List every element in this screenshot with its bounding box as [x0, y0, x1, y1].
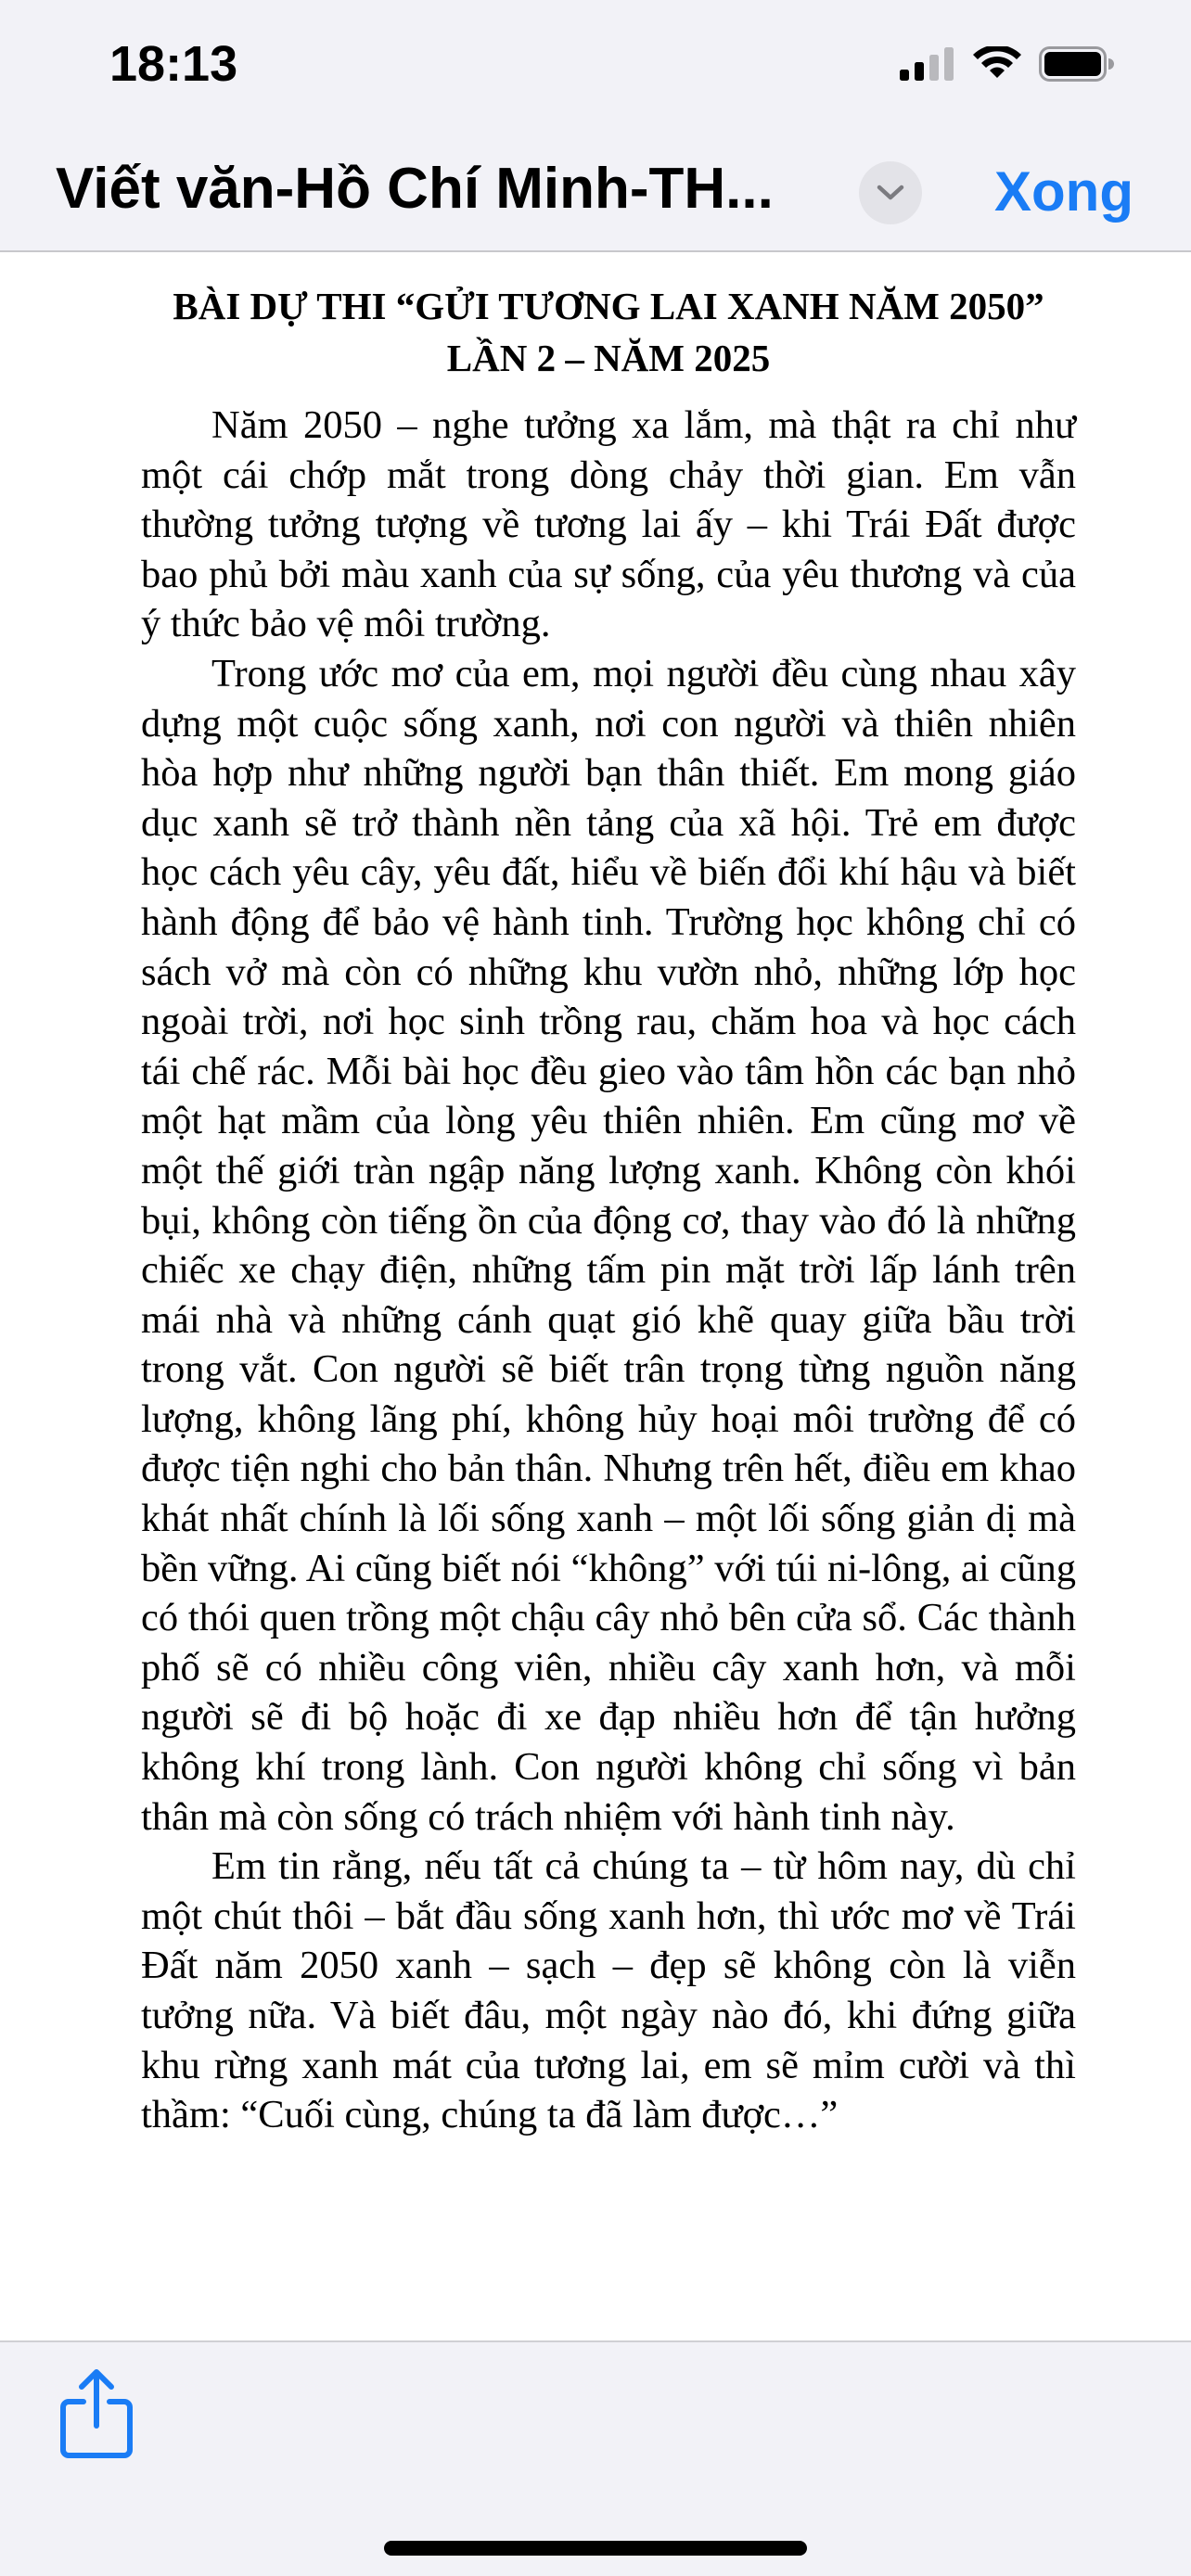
essay-title: BÀI DỰ THI “GỬI TƯƠNG LAI XANH NĂM 2050” LẦN 2 – NĂM 2025	[173, 285, 1044, 379]
nav-bar	[0, 139, 1191, 252]
share-button[interactable]	[58, 2368, 135, 2461]
paragraph: Năm 2050 – nghe tưởng xa lắm, mà thật ra chỉ như một cái chớp mắt trong dòng chảy thời gian. Em vẫn thường tưởng tượng về tương lai ấy – khi Trái Đất được bao phủ bởi màu xanh của sự sống, của yêu thương và của ý thức bảo vệ môi trường.	[141, 403, 1076, 646]
home-indicator	[384, 2541, 807, 2556]
status-time: 18:13	[109, 36, 238, 92]
paragraph: Trong ước mơ của em, mọi người đều cùng nhau xây dựng một cuộc sống xanh, nơi con người và thiên nhiên hòa hợp như những người bạn thân thiết. Em mong giáo dục xanh sẽ trở thành nền tảng của xã hội. Trẻ em được học cách yêu cây, yêu đất, hiểu về biến đổi khí hậu và biết hành động để bảo vệ hành tinh. Trường học không chỉ có sách vở mà còn có những khu vườn nhỏ, những lớp học ngoài trời, nơi học sinh trồng rau, chăm hoa và học cách tái chế rác. Mỗi bài học đều gieo vào tâm hồn các bạn nhỏ một hạt mầm của lòng yêu thiên nhiên. Em cũng mơ về một thế giới tràn ngập năng lượng xanh. Không còn khói bụi, không còn tiếng ồn của động cơ, thay vào đó là những chiếc xe chạy điện, những tấm pin mặt trời lấp lánh trên mái nhà và những cánh quạt gió khẽ quay giữa bầu trời trong vắt. Con người sẽ biết trân trọng từng nguồn năng lượng, không lãng phí, không hủy hoại môi trường để có được tiện nghi cho bản thân. Nhưng trên hết, điều em khao khát nhất chính là lối sống xanh – một lối sống giản dị mà bền vững. Ai cũng biết nói “không” với túi ni-lông, ai cũng có thói quen trồng một chậu cây nhỏ bên cửa sổ. Các thành phố sẽ có nhiều công viên, nhiều cây xanh hơn, và mỗi người sẽ đi bộ hoặc đi xe đạp nhiều hơn để tận hưởng không khí trong lành. Con người không chỉ sống vì bản thân mà còn sống có trách nhiệm với hành tinh này.	[141, 651, 1076, 1839]
document-page[interactable]	[0, 252, 1191, 2342]
done-button[interactable]: Xong	[994, 160, 1133, 223]
title-menu-button[interactable]	[859, 161, 922, 224]
share-icon	[58, 2368, 135, 2461]
chevron-down-icon	[877, 184, 904, 202]
wifi-icon	[972, 46, 1022, 82]
document-title[interactable]: Viết văn-Hồ Chí Minh-TH...	[56, 157, 774, 221]
status-icons	[900, 46, 1115, 82]
battery-icon	[1039, 46, 1115, 82]
bottom-toolbar	[0, 2342, 1191, 2576]
paragraph: Em tin rằng, nếu tất cả chúng ta – từ hôm nay, dù chỉ một chút thôi – bắt đầu sống xanh hơn, thì ước mơ về Trái Đất năm 2050 xanh – sạch – đẹp sẽ không còn là viễn tưởng nữa. Và biết đâu, một ngày nào đó, khi đứng giữa khu rừng xanh mát của tương lai, em sẽ mỉm cười và thì thầm: “Cuối cùng, chúng ta đã làm được…”	[141, 1844, 1076, 2137]
cellular-signal-icon	[900, 47, 955, 81]
status-bar	[0, 0, 1191, 139]
document-body	[141, 280, 1076, 2140]
